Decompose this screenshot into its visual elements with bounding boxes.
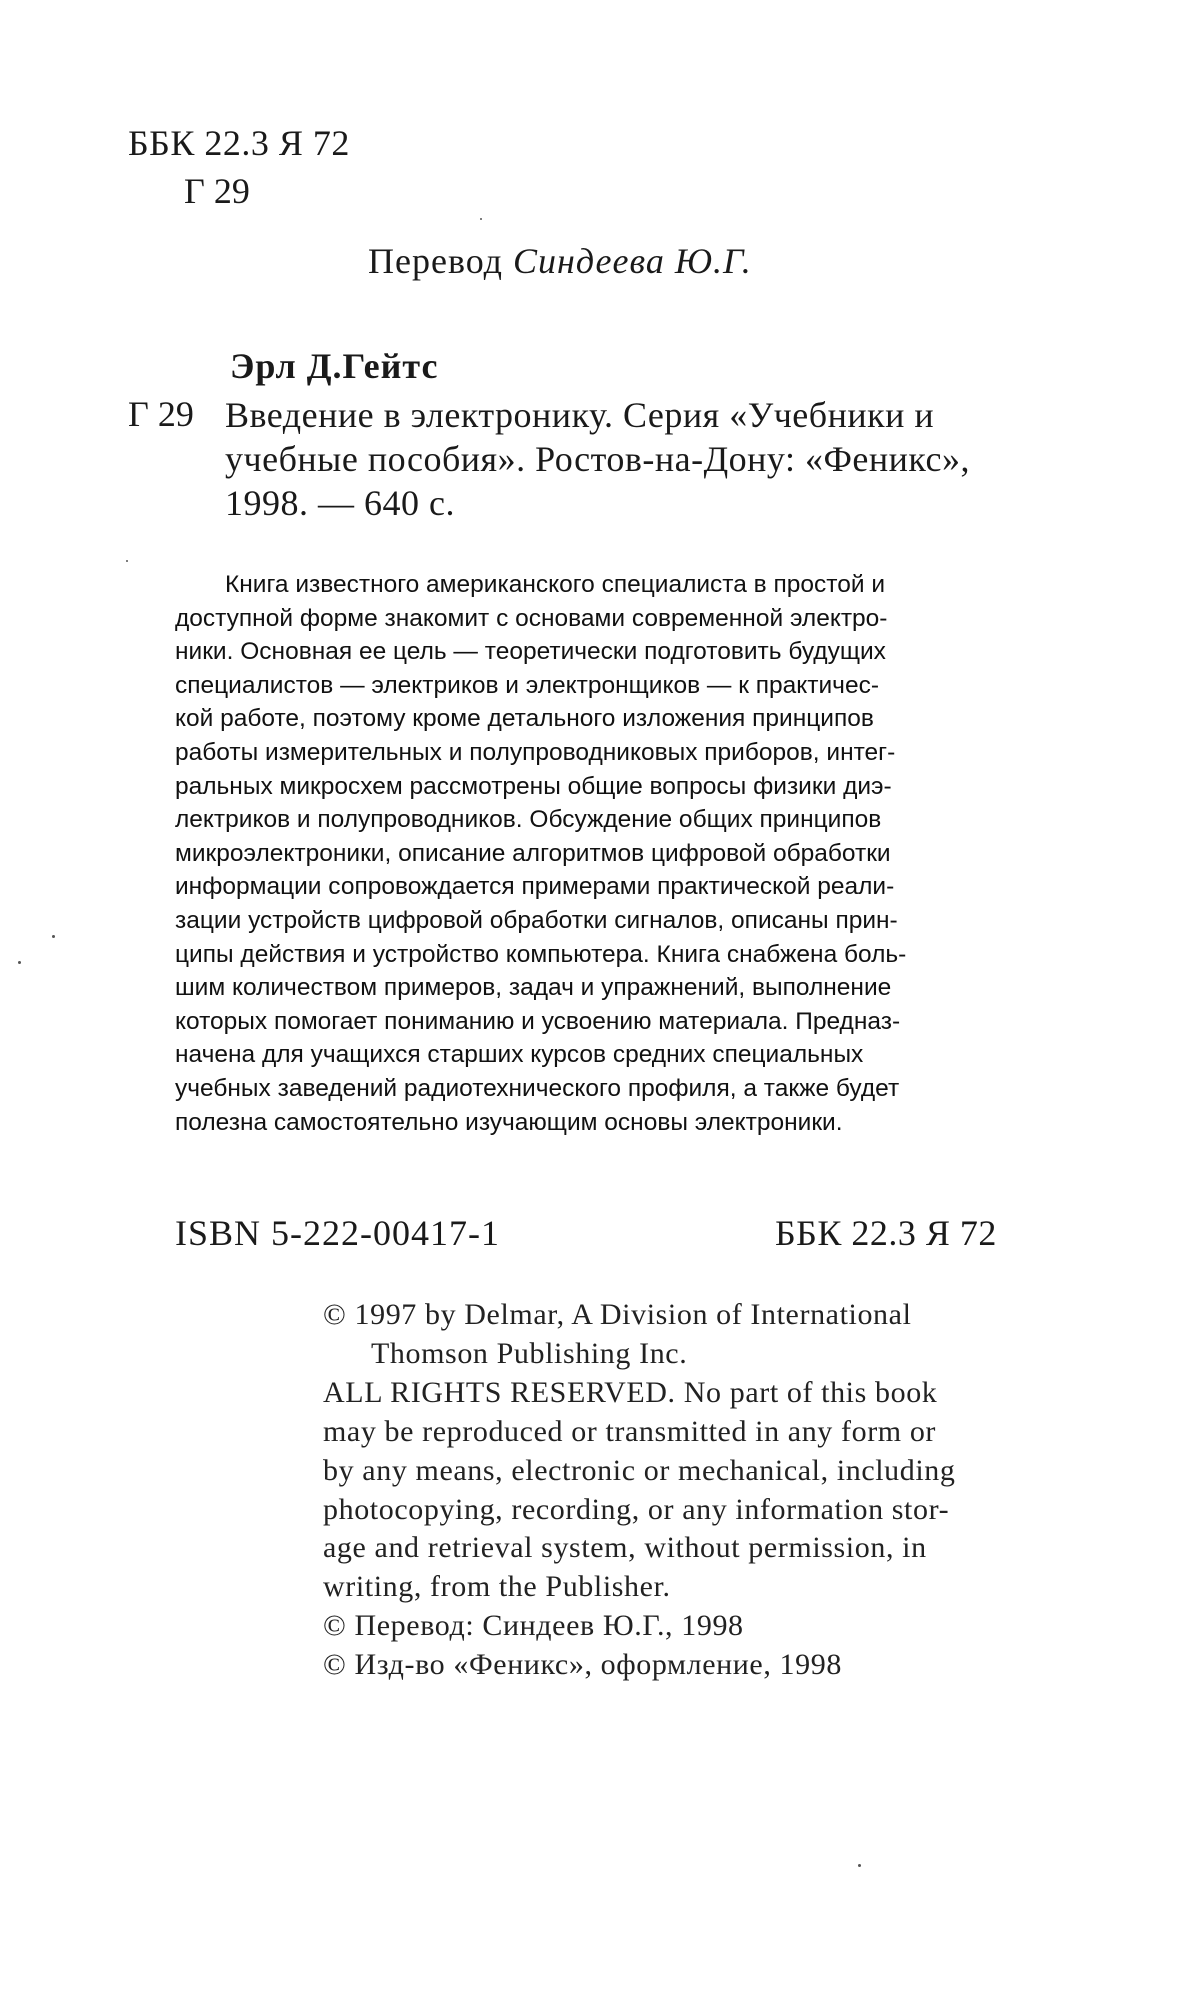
abstract-line: Книга известного американского специалиста в простой и (225, 571, 886, 598)
rights-line: ALL RIGHTS RESERVED. No part of this book (323, 1375, 938, 1409)
bibliographic-entry (225, 393, 1060, 525)
abstract-line: которых помогает пониманию и усвоению материала. Предназ- (175, 1007, 901, 1035)
bbk-classification-top: ББК 22.3 Я 72 (128, 123, 350, 163)
bibliographic-line: 1998. — 640 с. (225, 483, 455, 523)
abstract-line: работы измерительных и полупроводниковых приборов, интег- (175, 738, 896, 766)
abstract-line: учебных заведений радиотехнического профиля, а также будет (175, 1074, 900, 1102)
bbk-classification-bottom: ББК 22.3 Я 72 (775, 1213, 997, 1253)
abstract-line: начена для учащихся старших курсов средних специальных (175, 1041, 864, 1069)
abstract-line: кой работе, поэтому кроме детального изложения принципов (175, 705, 874, 733)
rights-line: photocopying, recording, or any information stor- (323, 1492, 950, 1526)
author-mark-entry: Г 29 (128, 394, 194, 434)
rights-line: writing, from the Publisher. (323, 1570, 671, 1604)
abstract-line: шим количеством примеров, задач и упражнений, выполнение (175, 974, 892, 1002)
abstract-line: доступной форме знакомит с основами современной электро- (175, 604, 888, 632)
abstract-line: зации устройств цифровой обработки сигналов, описаны прин- (175, 906, 898, 934)
abstract-line: полезна самостоятельно изучающим основы электроники. (175, 1108, 843, 1136)
scan-speck (52, 935, 55, 938)
copyright-line: Thomson Publishing Inc. (371, 1336, 688, 1370)
abstract-line: ральных микросхем рассмотрены общие вопросы физики диэ- (175, 772, 892, 800)
rights-line: age and retrieval system, without permission, in (323, 1531, 927, 1565)
abstract-line: лектриков и полупроводников. Обсуждение общих принципов (175, 806, 882, 834)
bibliographic-line: учебные пособия». Ростов-на-Дону: «Феникс», (225, 439, 970, 479)
scan-speck (126, 560, 128, 562)
translation-label: Перевод (368, 241, 503, 281)
isbn-number: ISBN 5-222-00417-1 (175, 1213, 500, 1253)
abstract-line: информации сопровождается примерами практической реали- (175, 873, 895, 901)
copyright-line: © 1997 by Delmar, A Division of International (323, 1298, 912, 1331)
translation-copyright-line: © Перевод: Синдеев Ю.Г., 1998 (323, 1609, 744, 1643)
translation-credit (368, 240, 752, 282)
scan-speck (480, 218, 482, 220)
abstract-line: микроэлектроники, описание алгоритмов цифровой обработки (175, 839, 891, 867)
author-mark-top: Г 29 (184, 171, 250, 211)
rights-line: may be reproduced or transmitted in any form or (323, 1414, 937, 1448)
rights-line: by any means, electronic or mechanical, including (323, 1453, 956, 1487)
book-author: Эрл Д.Гейтс (230, 346, 439, 386)
translator-name: Синдеева Ю.Г. (513, 241, 752, 281)
abstract-line: ники. Основная ее цель — теоретически подготовить будущих (175, 638, 886, 666)
scan-speck (18, 961, 21, 964)
scan-speck (858, 1864, 861, 1867)
abstract-line: специалистов — электриков и электронщиков — к практичес- (175, 671, 879, 699)
copyright-notice (323, 1296, 1053, 1685)
abstract-line: ципы действия и устройство компьютера. Книга снабжена боль- (175, 940, 907, 968)
bibliographic-line: Введение в электронику. Серия «Учебники и (225, 395, 935, 435)
book-abstract (175, 568, 1015, 1139)
publisher-copyright-line: © Изд-во «Феникс», оформление, 1998 (323, 1648, 842, 1682)
